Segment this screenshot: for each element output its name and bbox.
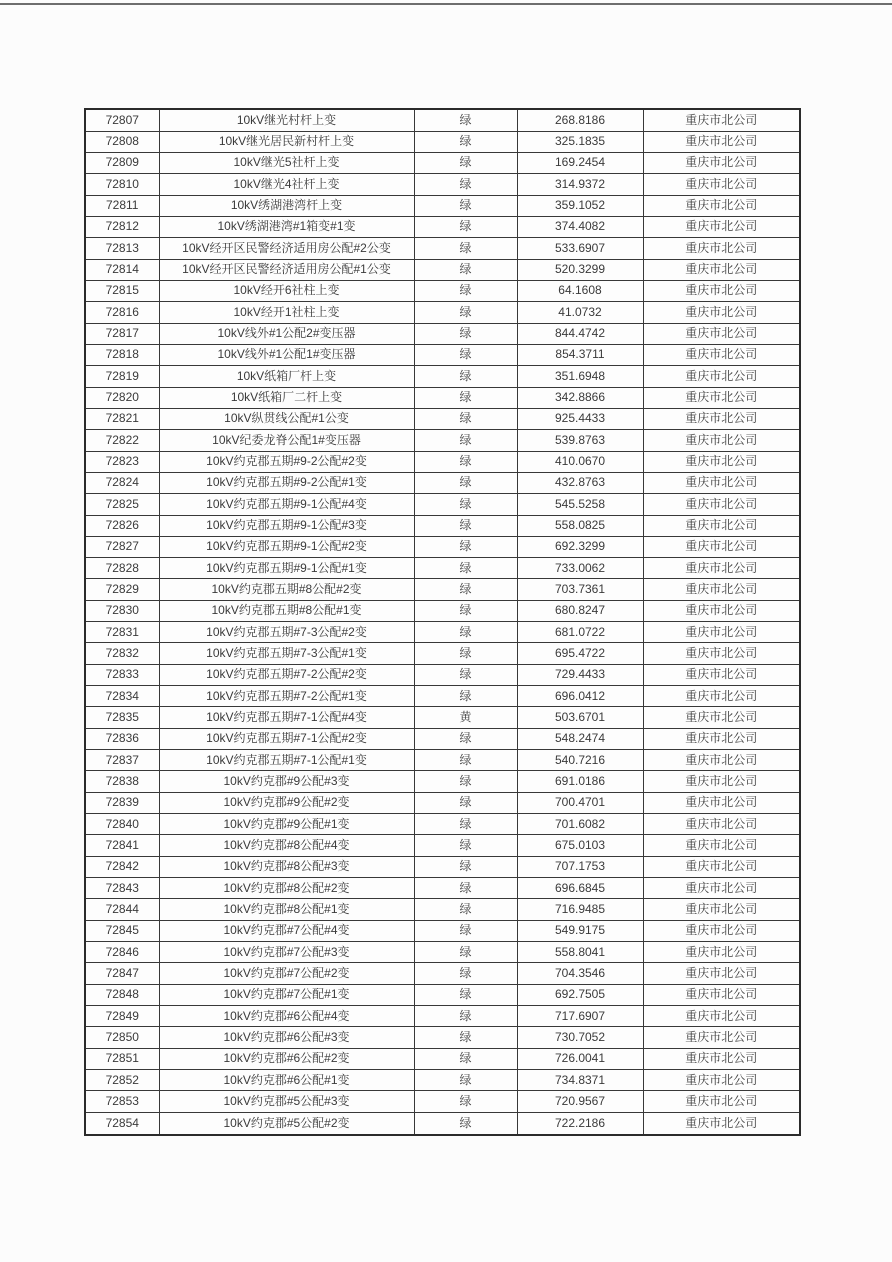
table-row [85, 878, 800, 899]
cell-id: 72838 [85, 771, 159, 792]
cell-value: 722.2186 [517, 1112, 643, 1135]
cell-company: 重庆市北公司 [643, 195, 800, 216]
cell-status: 绿 [414, 302, 517, 323]
cell-company: 重庆市北公司 [643, 750, 800, 771]
table-container [84, 108, 799, 1136]
cell-id: 72814 [85, 259, 159, 280]
cell-name: 10kV纵贯线公配#1公变 [159, 408, 414, 429]
cell-id: 72837 [85, 750, 159, 771]
cell-id: 72828 [85, 558, 159, 579]
cell-value: 325.1835 [517, 131, 643, 152]
table-row [85, 302, 800, 323]
cell-name: 10kV约克郡五期#7-1公配#1变 [159, 750, 414, 771]
cell-name: 10kV纸箱厂杆上变 [159, 366, 414, 387]
cell-company: 重庆市北公司 [643, 174, 800, 195]
cell-company: 重庆市北公司 [643, 686, 800, 707]
cell-status: 绿 [414, 643, 517, 664]
cell-id: 72818 [85, 344, 159, 365]
cell-name: 10kV约克郡#5公配#3变 [159, 1091, 414, 1112]
cell-company: 重庆市北公司 [643, 109, 800, 131]
cell-status: 绿 [414, 1070, 517, 1091]
cell-status: 绿 [414, 814, 517, 835]
table-row [85, 259, 800, 280]
table-row [85, 579, 800, 600]
table-row [85, 984, 800, 1005]
table-row [85, 1112, 800, 1135]
cell-id: 72827 [85, 536, 159, 557]
cell-name: 10kV约克郡#7公配#3变 [159, 942, 414, 963]
cell-status: 绿 [414, 344, 517, 365]
table-row [85, 451, 800, 472]
cell-status: 绿 [414, 430, 517, 451]
table-row [85, 344, 800, 365]
cell-name: 10kV继光5社杆上变 [159, 152, 414, 173]
cell-status: 黄 [414, 707, 517, 728]
cell-status: 绿 [414, 1006, 517, 1027]
table-row [85, 899, 800, 920]
cell-company: 重庆市北公司 [643, 259, 800, 280]
cell-company: 重庆市北公司 [643, 472, 800, 493]
page-top-edge-line [0, 3, 892, 5]
cell-status: 绿 [414, 451, 517, 472]
cell-id: 72825 [85, 494, 159, 515]
table-row [85, 109, 800, 131]
cell-id: 72832 [85, 643, 159, 664]
cell-value: 169.2454 [517, 152, 643, 173]
cell-company: 重庆市北公司 [643, 728, 800, 749]
table-row [85, 835, 800, 856]
cell-value: 701.6082 [517, 814, 643, 835]
cell-value: 680.8247 [517, 600, 643, 621]
cell-status: 绿 [414, 771, 517, 792]
cell-company: 重庆市北公司 [643, 1027, 800, 1048]
cell-value: 558.0825 [517, 515, 643, 536]
table-row [85, 814, 800, 835]
cell-name: 10kV约克郡#6公配#1变 [159, 1070, 414, 1091]
cell-company: 重庆市北公司 [643, 323, 800, 344]
cell-id: 72854 [85, 1112, 159, 1135]
cell-company: 重庆市北公司 [643, 408, 800, 429]
cell-id: 72833 [85, 664, 159, 685]
cell-company: 重庆市北公司 [643, 1048, 800, 1069]
table-row [85, 707, 800, 728]
cell-company: 重庆市北公司 [643, 835, 800, 856]
cell-company: 重庆市北公司 [643, 536, 800, 557]
cell-value: 675.0103 [517, 835, 643, 856]
cell-id: 72847 [85, 963, 159, 984]
cell-status: 绿 [414, 109, 517, 131]
cell-status: 绿 [414, 152, 517, 173]
table-row [85, 216, 800, 237]
cell-name: 10kV继光村杆上变 [159, 109, 414, 131]
table-row [85, 152, 800, 173]
cell-status: 绿 [414, 238, 517, 259]
cell-status: 绿 [414, 366, 517, 387]
cell-status: 绿 [414, 963, 517, 984]
table-row [85, 558, 800, 579]
cell-name: 10kV约克郡五期#7-3公配#2变 [159, 622, 414, 643]
table-row [85, 472, 800, 493]
cell-company: 重庆市北公司 [643, 131, 800, 152]
cell-value: 692.3299 [517, 536, 643, 557]
cell-value: 374.4082 [517, 216, 643, 237]
cell-status: 绿 [414, 536, 517, 557]
cell-value: 704.3546 [517, 963, 643, 984]
cell-status: 绿 [414, 131, 517, 152]
cell-name: 10kV纸箱厂二杆上变 [159, 387, 414, 408]
table-row [85, 750, 800, 771]
cell-name: 10kV约克郡#8公配#3变 [159, 856, 414, 877]
table-row [85, 963, 800, 984]
cell-status: 绿 [414, 472, 517, 493]
cell-id: 72820 [85, 387, 159, 408]
cell-value: 520.3299 [517, 259, 643, 280]
cell-company: 重庆市北公司 [643, 622, 800, 643]
cell-name: 10kV约克郡五期#9-2公配#1变 [159, 472, 414, 493]
cell-company: 重庆市北公司 [643, 515, 800, 536]
cell-name: 10kV约克郡#9公配#3变 [159, 771, 414, 792]
cell-value: 733.0062 [517, 558, 643, 579]
cell-company: 重庆市北公司 [643, 920, 800, 941]
transformer-table [84, 108, 801, 1136]
table-row [85, 771, 800, 792]
cell-value: 729.4433 [517, 664, 643, 685]
cell-id: 72808 [85, 131, 159, 152]
cell-id: 72822 [85, 430, 159, 451]
cell-name: 10kV绣湖港湾杆上变 [159, 195, 414, 216]
cell-id: 72840 [85, 814, 159, 835]
table-row [85, 1048, 800, 1069]
cell-id: 72853 [85, 1091, 159, 1112]
cell-name: 10kV约克郡#6公配#2变 [159, 1048, 414, 1069]
cell-status: 绿 [414, 323, 517, 344]
cell-status: 绿 [414, 174, 517, 195]
cell-id: 72807 [85, 109, 159, 131]
cell-status: 绿 [414, 558, 517, 579]
cell-company: 重庆市北公司 [643, 387, 800, 408]
cell-status: 绿 [414, 792, 517, 813]
transformer-table-body [85, 109, 800, 1135]
cell-value: 540.7216 [517, 750, 643, 771]
cell-name: 10kV约克郡五期#7-1公配#4变 [159, 707, 414, 728]
cell-value: 695.4722 [517, 643, 643, 664]
cell-name: 10kV经开区民警经济适用房公配#1公变 [159, 259, 414, 280]
cell-id: 72813 [85, 238, 159, 259]
table-row [85, 600, 800, 621]
cell-status: 绿 [414, 600, 517, 621]
cell-name: 10kV约克郡五期#9-1公配#3变 [159, 515, 414, 536]
cell-name: 10kV约克郡#8公配#4变 [159, 835, 414, 856]
cell-status: 绿 [414, 1091, 517, 1112]
cell-id: 72817 [85, 323, 159, 344]
cell-company: 重庆市北公司 [643, 238, 800, 259]
cell-id: 72845 [85, 920, 159, 941]
cell-value: 503.6701 [517, 707, 643, 728]
cell-company: 重庆市北公司 [643, 814, 800, 835]
cell-name: 10kV约克郡#5公配#2变 [159, 1112, 414, 1135]
table-row [85, 430, 800, 451]
cell-company: 重庆市北公司 [643, 792, 800, 813]
cell-company: 重庆市北公司 [643, 366, 800, 387]
cell-id: 72824 [85, 472, 159, 493]
cell-company: 重庆市北公司 [643, 771, 800, 792]
cell-id: 72836 [85, 728, 159, 749]
cell-value: 691.0186 [517, 771, 643, 792]
cell-id: 72846 [85, 942, 159, 963]
cell-status: 绿 [414, 259, 517, 280]
cell-id: 72812 [85, 216, 159, 237]
cell-name: 10kV约克郡五期#8公配#2变 [159, 579, 414, 600]
cell-name: 10kV约克郡#7公配#4变 [159, 920, 414, 941]
cell-id: 72834 [85, 686, 159, 707]
cell-status: 绿 [414, 494, 517, 515]
table-row [85, 280, 800, 301]
cell-company: 重庆市北公司 [643, 878, 800, 899]
cell-name: 10kV线外#1公配2#变压器 [159, 323, 414, 344]
cell-value: 854.3711 [517, 344, 643, 365]
cell-company: 重庆市北公司 [643, 899, 800, 920]
table-row [85, 131, 800, 152]
table-row [85, 366, 800, 387]
cell-name: 10kV绣湖港湾#1箱变#1变 [159, 216, 414, 237]
cell-company: 重庆市北公司 [643, 1091, 800, 1112]
cell-name: 10kV约克郡#7公配#1变 [159, 984, 414, 1005]
cell-value: 716.9485 [517, 899, 643, 920]
cell-name: 10kV约克郡#8公配#1变 [159, 899, 414, 920]
cell-id: 72842 [85, 856, 159, 877]
cell-status: 绿 [414, 387, 517, 408]
cell-company: 重庆市北公司 [643, 280, 800, 301]
cell-company: 重庆市北公司 [643, 152, 800, 173]
cell-status: 绿 [414, 835, 517, 856]
cell-status: 绿 [414, 408, 517, 429]
cell-id: 72830 [85, 600, 159, 621]
cell-value: 681.0722 [517, 622, 643, 643]
cell-name: 10kV经开6社柱上变 [159, 280, 414, 301]
cell-value: 545.5258 [517, 494, 643, 515]
cell-name: 10kV继光4社杆上变 [159, 174, 414, 195]
cell-id: 72819 [85, 366, 159, 387]
cell-name: 10kV约克郡五期#7-3公配#1变 [159, 643, 414, 664]
cell-value: 268.8186 [517, 109, 643, 131]
table-row [85, 323, 800, 344]
cell-id: 72851 [85, 1048, 159, 1069]
cell-value: 533.6907 [517, 238, 643, 259]
cell-company: 重庆市北公司 [643, 558, 800, 579]
table-row [85, 494, 800, 515]
cell-value: 64.1608 [517, 280, 643, 301]
table-row [85, 643, 800, 664]
cell-id: 72835 [85, 707, 159, 728]
cell-id: 72852 [85, 1070, 159, 1091]
cell-name: 10kV约克郡#7公配#2变 [159, 963, 414, 984]
cell-status: 绿 [414, 686, 517, 707]
cell-value: 548.2474 [517, 728, 643, 749]
cell-id: 72821 [85, 408, 159, 429]
table-row [85, 1006, 800, 1027]
cell-value: 696.0412 [517, 686, 643, 707]
cell-status: 绿 [414, 856, 517, 877]
cell-id: 72809 [85, 152, 159, 173]
cell-company: 重庆市北公司 [643, 579, 800, 600]
cell-status: 绿 [414, 728, 517, 749]
table-row [85, 536, 800, 557]
cell-company: 重庆市北公司 [643, 344, 800, 365]
table-row [85, 387, 800, 408]
cell-id: 72831 [85, 622, 159, 643]
table-row [85, 728, 800, 749]
cell-company: 重庆市北公司 [643, 856, 800, 877]
cell-name: 10kV约克郡#6公配#3变 [159, 1027, 414, 1048]
table-row [85, 792, 800, 813]
cell-name: 10kV约克郡#8公配#2变 [159, 878, 414, 899]
cell-value: 342.8866 [517, 387, 643, 408]
table-row [85, 515, 800, 536]
cell-value: 717.6907 [517, 1006, 643, 1027]
cell-id: 72850 [85, 1027, 159, 1048]
cell-name: 10kV经开区民警经济适用房公配#2公变 [159, 238, 414, 259]
cell-status: 绿 [414, 515, 517, 536]
cell-status: 绿 [414, 984, 517, 1005]
cell-id: 72811 [85, 195, 159, 216]
cell-id: 72816 [85, 302, 159, 323]
cell-company: 重庆市北公司 [643, 664, 800, 685]
cell-name: 10kV纪委龙脊公配1#变压器 [159, 430, 414, 451]
cell-name: 10kV约克郡五期#7-1公配#2变 [159, 728, 414, 749]
cell-name: 10kV线外#1公配1#变压器 [159, 344, 414, 365]
cell-name: 10kV约克郡#9公配#1变 [159, 814, 414, 835]
cell-company: 重庆市北公司 [643, 1070, 800, 1091]
cell-name: 10kV约克郡#6公配#4变 [159, 1006, 414, 1027]
table-row [85, 920, 800, 941]
cell-value: 925.4433 [517, 408, 643, 429]
cell-status: 绿 [414, 1112, 517, 1135]
table-row [85, 238, 800, 259]
cell-name: 10kV约克郡#9公配#2变 [159, 792, 414, 813]
cell-status: 绿 [414, 1027, 517, 1048]
cell-company: 重庆市北公司 [643, 216, 800, 237]
table-row [85, 195, 800, 216]
cell-value: 558.8041 [517, 942, 643, 963]
cell-id: 72823 [85, 451, 159, 472]
cell-name: 10kV继光居民新村杆上变 [159, 131, 414, 152]
cell-company: 重庆市北公司 [643, 302, 800, 323]
cell-id: 72829 [85, 579, 159, 600]
cell-status: 绿 [414, 942, 517, 963]
cell-value: 730.7052 [517, 1027, 643, 1048]
cell-status: 绿 [414, 750, 517, 771]
cell-company: 重庆市北公司 [643, 600, 800, 621]
table-row [85, 622, 800, 643]
cell-id: 72848 [85, 984, 159, 1005]
cell-value: 359.1052 [517, 195, 643, 216]
cell-value: 696.6845 [517, 878, 643, 899]
table-row [85, 408, 800, 429]
cell-value: 410.0670 [517, 451, 643, 472]
cell-value: 726.0041 [517, 1048, 643, 1069]
cell-name: 10kV约克郡五期#9-1公配#1变 [159, 558, 414, 579]
cell-id: 72849 [85, 1006, 159, 1027]
cell-status: 绿 [414, 195, 517, 216]
table-row [85, 174, 800, 195]
cell-id: 72844 [85, 899, 159, 920]
cell-name: 10kV约克郡五期#7-2公配#2变 [159, 664, 414, 685]
cell-value: 314.9372 [517, 174, 643, 195]
table-row [85, 664, 800, 685]
cell-value: 41.0732 [517, 302, 643, 323]
cell-status: 绿 [414, 878, 517, 899]
cell-status: 绿 [414, 664, 517, 685]
cell-status: 绿 [414, 579, 517, 600]
cell-value: 539.8763 [517, 430, 643, 451]
cell-status: 绿 [414, 1048, 517, 1069]
cell-id: 72810 [85, 174, 159, 195]
cell-value: 844.4742 [517, 323, 643, 344]
cell-name: 10kV约克郡五期#9-1公配#4变 [159, 494, 414, 515]
cell-id: 72843 [85, 878, 159, 899]
table-row [85, 1027, 800, 1048]
cell-value: 700.4701 [517, 792, 643, 813]
cell-value: 734.8371 [517, 1070, 643, 1091]
cell-value: 707.1753 [517, 856, 643, 877]
cell-company: 重庆市北公司 [643, 707, 800, 728]
cell-company: 重庆市北公司 [643, 643, 800, 664]
cell-company: 重庆市北公司 [643, 984, 800, 1005]
cell-id: 72815 [85, 280, 159, 301]
cell-id: 72826 [85, 515, 159, 536]
cell-status: 绿 [414, 280, 517, 301]
cell-status: 绿 [414, 899, 517, 920]
cell-status: 绿 [414, 920, 517, 941]
cell-id: 72839 [85, 792, 159, 813]
cell-company: 重庆市北公司 [643, 942, 800, 963]
cell-company: 重庆市北公司 [643, 430, 800, 451]
cell-company: 重庆市北公司 [643, 963, 800, 984]
cell-status: 绿 [414, 216, 517, 237]
cell-name: 10kV约克郡五期#9-2公配#2变 [159, 451, 414, 472]
cell-id: 72841 [85, 835, 159, 856]
cell-status: 绿 [414, 622, 517, 643]
table-row [85, 942, 800, 963]
cell-value: 692.7505 [517, 984, 643, 1005]
cell-company: 重庆市北公司 [643, 1006, 800, 1027]
cell-value: 351.6948 [517, 366, 643, 387]
cell-company: 重庆市北公司 [643, 451, 800, 472]
cell-value: 432.8763 [517, 472, 643, 493]
table-row [85, 856, 800, 877]
cell-value: 549.9175 [517, 920, 643, 941]
cell-name: 10kV约克郡五期#7-2公配#1变 [159, 686, 414, 707]
cell-name: 10kV约克郡五期#9-1公配#2变 [159, 536, 414, 557]
table-row [85, 1070, 800, 1091]
table-row [85, 1091, 800, 1112]
cell-value: 720.9567 [517, 1091, 643, 1112]
cell-company: 重庆市北公司 [643, 494, 800, 515]
cell-company: 重庆市北公司 [643, 1112, 800, 1135]
cell-value: 703.7361 [517, 579, 643, 600]
cell-name: 10kV约克郡五期#8公配#1变 [159, 600, 414, 621]
cell-name: 10kV经开1社柱上变 [159, 302, 414, 323]
table-row [85, 686, 800, 707]
